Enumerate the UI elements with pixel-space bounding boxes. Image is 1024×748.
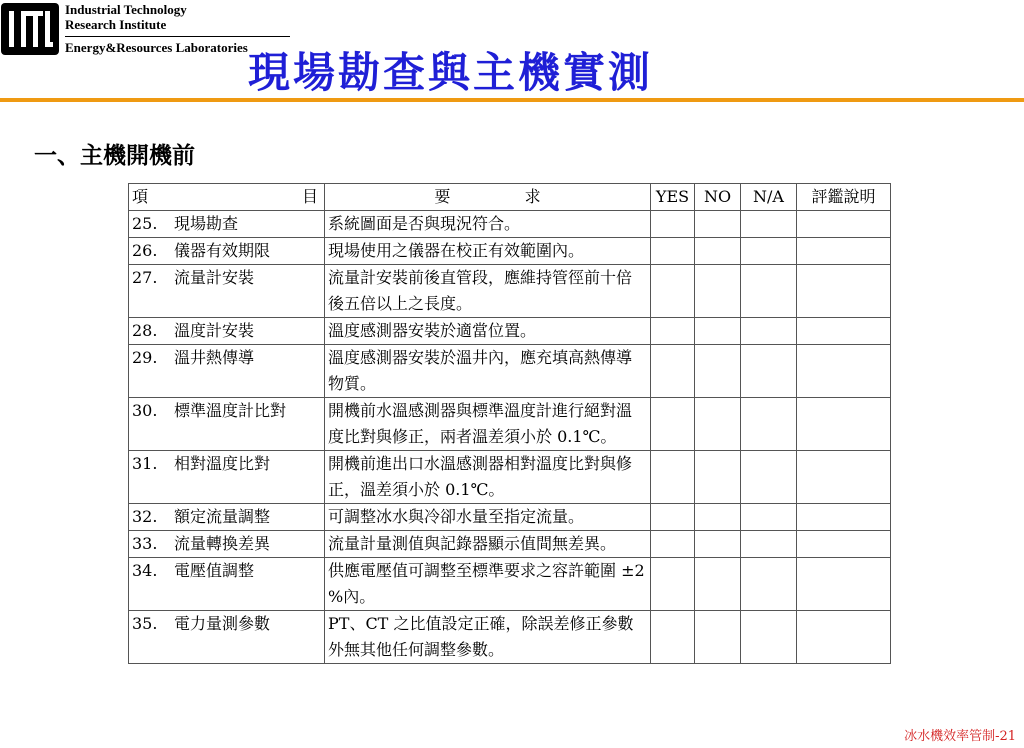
row-number: 31.: [132, 454, 158, 473]
table-row: [129, 504, 891, 531]
table-row: [129, 611, 891, 664]
yes-cell: [651, 238, 695, 265]
na-cell: [741, 398, 797, 451]
header-req-right: 求: [524, 187, 541, 206]
remark-cell: [797, 211, 891, 238]
row-requirement: 溫度感測器安裝於適當位置。: [325, 318, 651, 345]
remark-cell: [797, 504, 891, 531]
table-row: [129, 345, 891, 398]
row-item: 溫井熱傳導: [174, 348, 255, 367]
row-number: 32.: [132, 507, 158, 526]
org-line-1: Industrial Technology: [65, 2, 187, 17]
row-item: 流量轉換差異: [174, 534, 271, 553]
row-number: 33.: [132, 534, 158, 553]
row-number: 29.: [132, 348, 158, 367]
na-cell: [741, 345, 797, 398]
row-item: 相對溫度比對: [174, 454, 271, 473]
yes-cell: [651, 558, 695, 611]
table-row: [129, 265, 891, 318]
row-item: 標準溫度計比對: [174, 401, 287, 420]
row-item: 電力量測參數: [174, 614, 271, 633]
remark-cell: [797, 558, 891, 611]
itri-logo-icon: [1, 3, 59, 55]
header-na: N/A: [741, 184, 797, 211]
remark-cell: [797, 345, 891, 398]
row-item-cell: [129, 558, 325, 611]
na-cell: [741, 504, 797, 531]
row-requirement: 流量計量測值與記錄器顯示值間無差異。: [325, 531, 651, 558]
row-item-cell: [129, 451, 325, 504]
yes-cell: [651, 265, 695, 318]
yes-cell: [651, 318, 695, 345]
table-row: [129, 238, 891, 265]
row-requirement: PT、CT 之比值設定正確，除誤差修正參數外無其他任何調整參數。: [325, 611, 651, 664]
row-number: 28.: [132, 321, 158, 340]
checklist-table: [128, 183, 891, 664]
org-line-2: Research Institute: [65, 17, 167, 32]
row-number: 26.: [132, 241, 158, 260]
no-cell: [695, 265, 741, 318]
row-item-cell: [129, 211, 325, 238]
na-cell: [741, 611, 797, 664]
no-cell: [695, 211, 741, 238]
header-no: NO: [695, 184, 741, 211]
na-cell: [741, 238, 797, 265]
remark-cell: [797, 611, 891, 664]
no-cell: [695, 451, 741, 504]
row-item: 溫度計安裝: [174, 321, 255, 340]
na-cell: [741, 211, 797, 238]
row-item-cell: [129, 531, 325, 558]
na-cell: [741, 531, 797, 558]
row-item-cell: [129, 398, 325, 451]
na-cell: [741, 558, 797, 611]
no-cell: [695, 531, 741, 558]
na-cell: [741, 451, 797, 504]
table-row: [129, 531, 891, 558]
row-requirement: 開機前進出口水溫感測器相對溫度比對與修正，溫差須小於 0.1℃。: [325, 451, 651, 504]
yes-cell: [651, 611, 695, 664]
section-heading: 一、主機開機前: [34, 142, 195, 169]
remark-cell: [797, 451, 891, 504]
yes-cell: [651, 211, 695, 238]
row-number: 25.: [132, 214, 158, 233]
no-cell: [695, 504, 741, 531]
row-requirement: 溫度感測器安裝於溫井內，應充填高熱傳導物質。: [325, 345, 651, 398]
na-cell: [741, 265, 797, 318]
na-cell: [741, 318, 797, 345]
row-requirement: 可調整冰水與冷卻水量至指定流量。: [325, 504, 651, 531]
no-cell: [695, 318, 741, 345]
table-header-row: [129, 184, 891, 211]
yes-cell: [651, 531, 695, 558]
row-number: 35.: [132, 614, 158, 633]
row-item: 電壓值調整: [174, 561, 255, 580]
table-row: [129, 558, 891, 611]
no-cell: [695, 345, 741, 398]
header-item: [129, 184, 325, 211]
row-number: 30.: [132, 401, 158, 420]
remark-cell: [797, 531, 891, 558]
yes-cell: [651, 451, 695, 504]
header-item-left: 項: [132, 187, 149, 206]
org-line-3: Energy&Resources Laboratories: [65, 40, 248, 55]
header-requirement: [325, 184, 651, 211]
row-item-cell: [129, 504, 325, 531]
header-remark: 評鑑說明: [797, 184, 891, 211]
row-number: 27.: [132, 268, 158, 287]
remark-cell: [797, 318, 891, 345]
no-cell: [695, 238, 741, 265]
row-item: 額定流量調整: [174, 507, 271, 526]
row-item-cell: [129, 611, 325, 664]
row-item-cell: [129, 345, 325, 398]
page-title: 現場勘查與主機實測: [248, 48, 654, 97]
row-item: 流量計安裝: [174, 268, 255, 287]
row-requirement: 系統圖面是否與現況符合。: [325, 211, 651, 238]
row-requirement: 現場使用之儀器在校正有效範圍內。: [325, 238, 651, 265]
header-yes: YES: [651, 184, 695, 211]
row-requirement: 開機前水溫感測器與標準溫度計進行絕對溫度比對與修正，兩者溫差須小於 0.1℃。: [325, 398, 651, 451]
row-requirement: 流量計安裝前後直管段，應維持管徑前十倍後五倍以上之長度。: [325, 265, 651, 318]
yes-cell: [651, 345, 695, 398]
table-row: [129, 211, 891, 238]
no-cell: [695, 558, 741, 611]
no-cell: [695, 398, 741, 451]
row-item: 儀器有效期限: [174, 241, 271, 260]
title-divider: [0, 98, 1024, 102]
remark-cell: [797, 238, 891, 265]
yes-cell: [651, 504, 695, 531]
row-item-cell: [129, 238, 325, 265]
row-item-cell: [129, 265, 325, 318]
table-row: [129, 451, 891, 504]
yes-cell: [651, 398, 695, 451]
remark-cell: [797, 398, 891, 451]
table-row: [129, 318, 891, 345]
row-number: 34.: [132, 561, 158, 580]
org-divider: [65, 36, 290, 37]
row-item: 現場勘查: [174, 214, 239, 233]
row-item-cell: [129, 318, 325, 345]
footer-page-label: 冰水機效率管制-21: [904, 729, 1016, 744]
row-requirement: 供應電壓值可調整至標準要求之容許範圍 ±2 %內。: [325, 558, 651, 611]
remark-cell: [797, 265, 891, 318]
no-cell: [695, 611, 741, 664]
table-row: [129, 398, 891, 451]
header-req-left: 要: [434, 187, 451, 206]
header-item-right: 目: [301, 187, 318, 206]
